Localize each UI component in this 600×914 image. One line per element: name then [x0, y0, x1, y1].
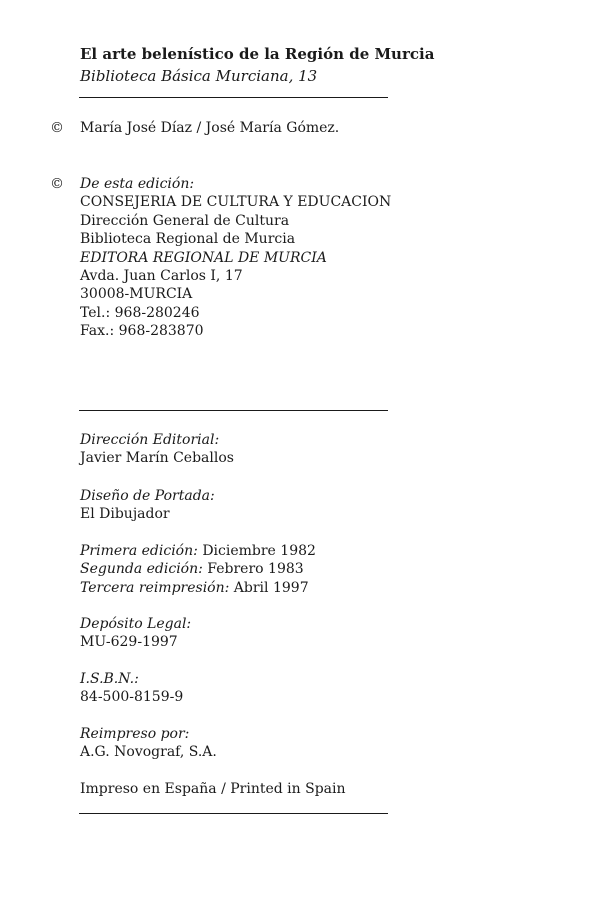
- editorial-direction-value: Javier Marín Ceballos: [80, 450, 234, 467]
- postal-line: 30008-MURCIA: [80, 286, 193, 303]
- first-edition-label: Primera edición:: [80, 543, 198, 559]
- publisher-line: Biblioteca Regional de Murcia: [80, 231, 296, 248]
- third-reprint-value: Abril 1997: [233, 579, 309, 596]
- second-edition-value: Febrero 1983: [207, 561, 304, 578]
- copyright-symbol-edition: ©: [50, 176, 64, 192]
- legal-deposit: [80, 615, 191, 652]
- cover-design-value: El Dibujador: [80, 506, 170, 523]
- first-edition: [80, 542, 316, 560]
- second-edition-label: Segunda edición:: [80, 561, 203, 578]
- cover-design: [80, 487, 215, 524]
- legal-deposit-value: MU-629-1997: [80, 634, 178, 651]
- third-reprint-label: Tercera reimpresión:: [80, 579, 230, 596]
- editorial-direction-label: Dirección Editorial:: [80, 432, 220, 448]
- third-reprint: [80, 579, 316, 597]
- publisher-line: Dirección General de Cultura: [80, 212, 290, 229]
- reprinted-by: [80, 725, 217, 762]
- reprinted-by-label: Reimpreso por:: [80, 726, 190, 742]
- book-title: El arte belenístico de la Región de Murcia: [80, 45, 435, 63]
- isbn-label: I.S.B.N.:: [80, 671, 139, 687]
- divider-bottom: [79, 813, 388, 814]
- cover-design-label: Diseño de Portada:: [80, 488, 215, 504]
- reprinted-by-value: A.G. Novograf, S.A.: [80, 744, 217, 761]
- edition-history: [80, 542, 316, 597]
- edition-label: De esta edición:: [80, 176, 195, 192]
- isbn: [80, 670, 183, 707]
- divider-middle: [79, 410, 388, 411]
- legal-deposit-label: Depósito Legal:: [80, 616, 192, 632]
- address-line: Avda. Juan Carlos I, 17: [80, 268, 243, 285]
- divider-top: [79, 97, 388, 98]
- phone-line: Tel.: 968-280246: [80, 304, 200, 321]
- series-name: Biblioteca Básica Murciana, 13: [80, 67, 318, 85]
- publisher-line: EDITORA REGIONAL DE MURCIA: [80, 249, 327, 266]
- publisher-line: CONSEJERIA DE CULTURA Y EDUCACION: [80, 194, 392, 211]
- isbn-value: 84-500-8159-9: [80, 689, 184, 706]
- first-edition-value: Diciembre 1982: [202, 543, 316, 559]
- editorial-direction: [80, 431, 234, 468]
- authors-line: María José Díaz / José María Gómez.: [80, 120, 340, 136]
- fax-line: Fax.: 968-283870: [80, 323, 204, 340]
- edition-block: [80, 175, 391, 341]
- copyright-symbol-authors: ©: [50, 120, 64, 136]
- second-edition: [80, 560, 316, 578]
- printed-in-spain: Impreso en España / Printed in Spain: [80, 781, 346, 797]
